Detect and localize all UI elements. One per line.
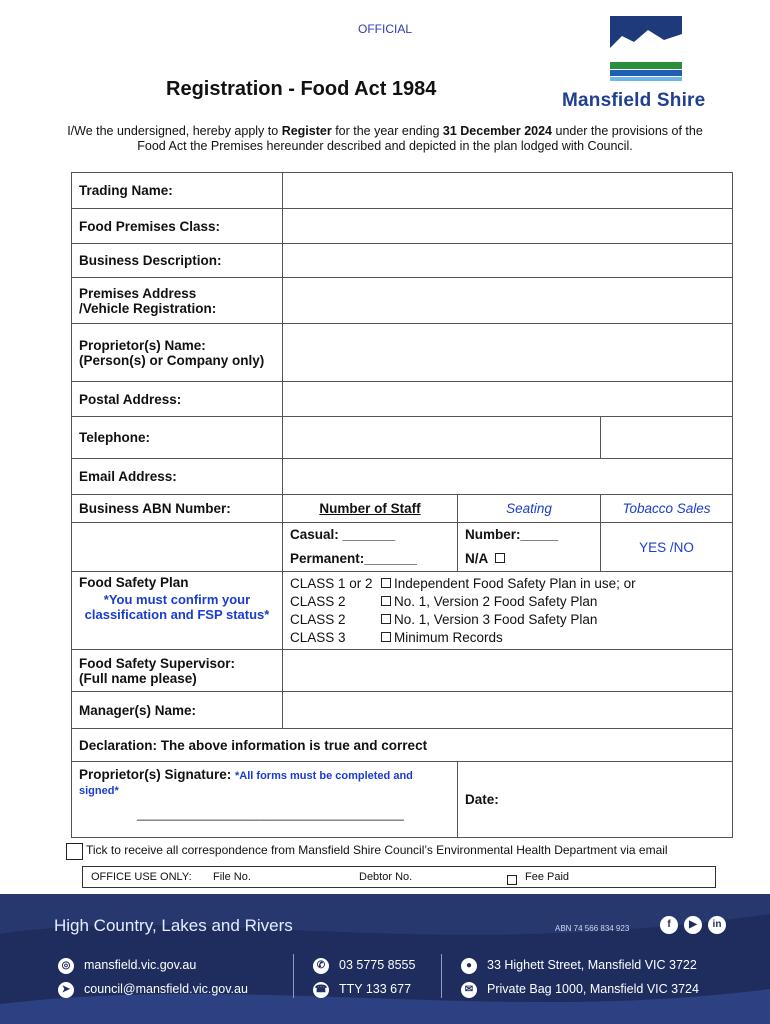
class-option-row[interactable] xyxy=(290,575,725,593)
tty-icon: ☎ xyxy=(313,982,329,998)
footer-postal: Private Bag 1000, Mansfield VIC 3724 xyxy=(487,982,699,996)
premises-address-label xyxy=(72,278,283,324)
intro-text-1: I/We the undersigned, hereby apply to xyxy=(67,124,282,138)
intro-text-2: for the year ending xyxy=(331,124,443,138)
class-option-description: No. 1, Version 2 Food Safety Plan xyxy=(394,593,598,609)
fsp-class-options[interactable] xyxy=(283,572,733,650)
seating-na-row[interactable]: N/A xyxy=(465,547,593,571)
intro-register: Register xyxy=(281,124,332,138)
premises-address-label-2: /Vehicle Registration: xyxy=(79,300,217,316)
manager-field[interactable] xyxy=(283,692,733,729)
debtor-no-label: Debtor No. xyxy=(359,871,413,883)
permanent-staff[interactable]: Permanent:_______ xyxy=(290,551,417,566)
premises-class-field[interactable] xyxy=(283,209,733,244)
email-address-label: Email Address: xyxy=(72,459,283,495)
proprietor-name-field[interactable] xyxy=(283,324,733,382)
telephone-label: Telephone: xyxy=(72,417,283,459)
class-option-class: CLASS 2 xyxy=(290,611,346,627)
globe-icon: ◎ xyxy=(58,958,74,974)
class-option-row[interactable] xyxy=(290,593,725,611)
facebook-icon[interactable]: f xyxy=(660,916,678,934)
email-correspondence-checkbox[interactable] xyxy=(66,843,83,860)
office-use-box xyxy=(82,866,716,888)
send-icon: ➤ xyxy=(58,982,74,998)
premises-class-label: Food Premises Class: xyxy=(72,209,283,244)
fsp-label: Food Safety Plan xyxy=(79,575,189,590)
class-option-list[interactable] xyxy=(290,575,725,647)
manager-label: Manager(s) Name: xyxy=(72,692,283,729)
fsp-note: *You must confirm your classification and FSP status* xyxy=(84,592,270,622)
declaration: Declaration: The above information is true and correct xyxy=(72,729,733,762)
footer-divider-2 xyxy=(441,954,442,998)
footer-abn: ABN 74 566 834 923 xyxy=(555,924,630,933)
postal-address-label: Postal Address: xyxy=(72,382,283,417)
office-use-label: OFFICE USE ONLY: xyxy=(91,871,192,883)
footer xyxy=(0,894,770,1024)
abn-label: Business ABN Number: xyxy=(72,495,283,523)
supervisor-field[interactable] xyxy=(283,650,733,692)
phone-icon: ✆ xyxy=(313,958,329,974)
abn-field[interactable] xyxy=(72,523,283,572)
linkedin-icon[interactable]: in xyxy=(708,916,726,934)
seating-fields[interactable] xyxy=(458,523,601,572)
class-option-checkbox[interactable] xyxy=(381,578,391,588)
seating-number[interactable]: Number:_____ xyxy=(465,527,559,542)
intro-text-3: under the provisions of the Food Act the Premises hereunder described and depicted in the plan lodged with Council. xyxy=(137,124,703,153)
class-option-checkbox[interactable] xyxy=(381,614,391,624)
staff-header: Number of Staff xyxy=(283,495,458,523)
footer-phone[interactable]: 03 5775 8555 xyxy=(339,958,416,972)
footer-divider-1 xyxy=(293,954,294,998)
class-option-description: Minimum Records xyxy=(394,629,503,645)
class-option-class: CLASS 2 xyxy=(290,593,346,609)
seating-header: Seating xyxy=(458,495,601,523)
class-option-checkbox[interactable] xyxy=(381,596,391,606)
proprietor-label-1: Proprietor(s) Name: xyxy=(79,337,206,353)
youtube-icon[interactable]: ▶ xyxy=(684,916,702,934)
trading-name-field[interactable] xyxy=(283,173,733,209)
footer-address: 33 Highett Street, Mansfield VIC 3722 xyxy=(487,958,697,972)
staff-counts[interactable] xyxy=(283,523,458,572)
business-description-label: Business Description: xyxy=(72,244,283,278)
signature-note: *All forms must be completed and signed* xyxy=(79,770,413,797)
business-description-field[interactable] xyxy=(283,244,733,278)
signature-cell[interactable] xyxy=(72,762,458,838)
supervisor-label xyxy=(72,650,283,692)
casual-staff[interactable]: Casual: _______ xyxy=(290,527,396,542)
class-option-checkbox[interactable] xyxy=(381,632,391,642)
trading-name-label: Trading Name: xyxy=(72,173,283,209)
registration-form-table xyxy=(71,172,733,838)
postal-address-field[interactable] xyxy=(283,382,733,417)
class-option-row[interactable] xyxy=(290,629,725,647)
fee-paid-label: Fee Paid xyxy=(525,871,570,883)
email-address-field[interactable] xyxy=(283,459,733,495)
tobacco-value[interactable]: YES /NO xyxy=(601,523,733,572)
classification-label: OFFICIAL xyxy=(357,22,412,36)
footer-tagline: High Country, Lakes and Rivers xyxy=(54,916,293,935)
signature-label: Proprietor(s) Signature: xyxy=(79,767,236,782)
class-option-class: CLASS 1 or 2 xyxy=(290,575,373,591)
mail-icon: ✉ xyxy=(461,982,477,998)
class-option-description: Independent Food Safety Plan in use; or xyxy=(394,575,636,591)
logo-text: Mansfield Shire xyxy=(562,90,706,111)
page-title: Registration - Food Act 1984 xyxy=(166,78,437,100)
class-option-description: No. 1, Version 3 Food Safety Plan xyxy=(394,611,598,627)
intro-date: 31 December 2024 xyxy=(442,124,553,138)
location-pin-icon: ● xyxy=(461,958,477,974)
date-label: Date: xyxy=(465,792,499,807)
telephone-field-2[interactable] xyxy=(601,417,733,459)
intro-paragraph xyxy=(60,124,710,154)
signature-line[interactable]: ________________________________________ xyxy=(137,807,404,821)
telephone-field-1[interactable] xyxy=(283,417,601,459)
proprietor-label-2: (Person(s) or Company only) xyxy=(79,352,265,368)
supervisor-label-1: Food Safety Supervisor: xyxy=(79,655,236,671)
email-correspondence-label: Tick to receive all correspondence from Mansfield Shire Council’s Environmental Health Department via email xyxy=(86,843,668,857)
class-option-row[interactable] xyxy=(290,611,725,629)
footer-tty: TTY 133 677 xyxy=(339,982,412,996)
fsp-label-cell xyxy=(72,572,283,650)
file-no-label: File No. xyxy=(213,871,251,883)
footer-website[interactable]: mansfield.vic.gov.au xyxy=(84,958,197,972)
proprietor-name-label xyxy=(72,324,283,382)
premises-address-field[interactable] xyxy=(283,278,733,324)
supervisor-label-2: (Full name please) xyxy=(79,670,197,686)
date-cell[interactable] xyxy=(458,762,733,838)
tobacco-header: Tobacco Sales xyxy=(601,495,733,523)
premises-address-label-1: Premises Address xyxy=(79,285,197,301)
class-option-class: CLASS 3 xyxy=(290,629,346,645)
seating-na-checkbox[interactable] xyxy=(495,553,505,563)
footer-email[interactable]: council@mansfield.vic.gov.au xyxy=(84,982,248,996)
